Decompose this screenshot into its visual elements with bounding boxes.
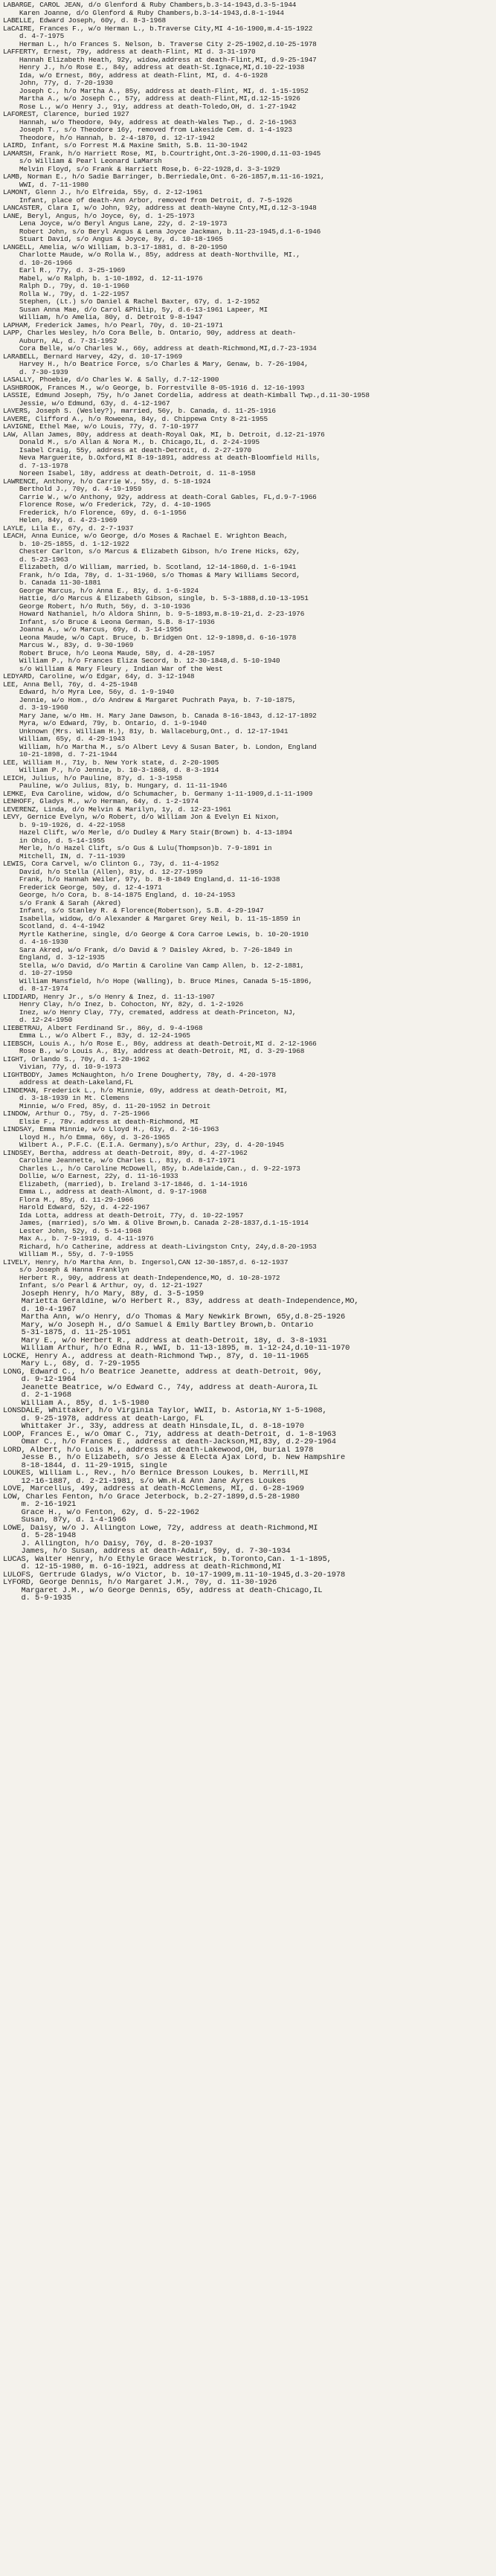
entry-line: s/o William & Mary Fleury , Indian War of the West xyxy=(3,665,223,673)
entry-line: d. 10-26-1966 xyxy=(3,259,73,267)
entry-line: in Ohio, d. 5-14-1955 xyxy=(3,837,105,845)
entry-line: Omar C., h/o Frances E., address at death-Jackson,MI,83y, d.2-29-1964 xyxy=(3,1438,336,1446)
entry-line: Edward, h/o Myra Lee, 56y, d. 1-9-1940 xyxy=(3,689,174,696)
entry-line: LAWRENCE, Anthony, h/o Carrie W., 55y, d. 5-18-1924 xyxy=(3,477,211,486)
entry-line: Mary L., 68y, d. 7-29-1955 xyxy=(3,1360,141,1368)
entry-line: d. 5-23-1963 xyxy=(3,556,68,564)
entry-line: Emma L., address at death-Almont, d. 9-17-1968 xyxy=(3,1188,207,1196)
entry-line: James, (married), s/o Wm. & Olive Brown,b. Canada 2-28-1837,d.1-15-1914 xyxy=(3,1220,309,1227)
entry-line: William Mansfield, h/o Hope (Walling), b. Bruce Mines, Canada 5-15-1896, xyxy=(3,977,313,985)
entry-line: s/o Joseph & Hanna Franklyn xyxy=(3,1266,129,1274)
entry-line: Infant, s/o Stanley R. & Florence(Robertson), S.B. 4-29-1947 xyxy=(3,907,264,915)
entry-line: Jesse B., h/o Elizabeth, s/o Jesse & Electa Ajax Lord, b. New Hampshire xyxy=(3,1454,346,1462)
entry-line: Jennie, w/o Hom., d/o Andrew & Margaret Puchrath Paya, b. 7-10-1875, xyxy=(3,696,297,704)
entry-line: Isabel Craig, 55y, address at death-Detroit, d. 2-27-1970 xyxy=(3,446,252,454)
entry-line: Inez, w/o Henry Clay, 77y, cremated, address at death-Princeton, NJ, xyxy=(3,1008,297,1017)
entry-line: d. 12-24-1950 xyxy=(3,1017,73,1024)
entry-line: LEWIS, Cora Carvel, w/o Clinton G., 73y, d. 11-4-1952 xyxy=(3,860,219,868)
entry-line: LONSDALE, Whittaker, h/o Virginia Taylor, WWII, b. Astoria,NY 1-5-1908, xyxy=(3,1407,327,1415)
entry-line: LAMARSH, Frank, h/o Harriett Rose, MI, b.Courtright,Ont.3-26-1900,d.11-03-1945 xyxy=(3,149,321,158)
entry-line: LAPP, Charles Wesley, h/o Cora Belle, b. Ontario, 90y, address at death- xyxy=(3,329,297,337)
entry-line: Max A., b. 7-9-1919, d. 4-11-1976 xyxy=(3,1235,154,1243)
entry-line: William Arthur, h/o Edna R., WWI, b. 11-13-1895, m. 1-12-24,d.10-11-1970 xyxy=(3,1345,350,1353)
entry-line: LINDEMAN, Frederick L., h/o Minnie, 69y, address at death-Detroit, MI, xyxy=(3,1086,289,1095)
entry-line: s/o William & Pearl Leonard LaMarsh xyxy=(3,158,162,165)
entry-line: b. 9-19-1926, d. 4-22-1958 xyxy=(3,821,126,829)
entry-line: d. 12-15-1980, m. 6-16-1921, address at death-Richmond,MI xyxy=(3,1563,282,1571)
entry-line: Elizabeth, d/o William, married, b. Scotland, 12-14-1860,d. 1-6-1941 xyxy=(3,564,297,571)
entry-line: Jeanette Beatrice, w/o Edward C., 74y, address at death-Aurora,IL xyxy=(3,1383,318,1391)
entry-line: LYFORD, George Dennis, h/o Margaret J.M., 70y, d. 11-30-1926 xyxy=(3,1579,277,1587)
entry-line: Susan, 87y, d. 1-4-1966 xyxy=(3,1516,126,1524)
entry-line: Chester Carlton, s/o Marcus & Elizabeth Gibson, h/o Irene Hicks, 62y, xyxy=(3,548,300,556)
entry-line: William, h/o Martha M., s/o Albert Levy & Susan Bater, b. London, England xyxy=(3,743,317,751)
entry-line: LORD, Albert, h/o Lois M., address at death-Lakewood,OH, burial 1978 xyxy=(3,1446,314,1454)
entry-line: LAMB, Norman E., h/o Sadie Barringer, b.Berriedale,Ont. 6-26-1857,m.11-16-1921, xyxy=(3,173,325,181)
entry-line: LAFOREST, Clarence, buried 1927 xyxy=(3,111,129,118)
entry-line: J. Allington, h/o Daisy, 76y, d. 8-20-1937 xyxy=(3,1539,213,1548)
entry-line: LINDSAY, Emma Minnie, w/o Lloyd H., 61y, d. 2-16-1963 xyxy=(3,1126,219,1133)
entry-line: d. 5-9-1935 xyxy=(3,1594,72,1603)
entry-line: Stella, w/o David, d/o Martin & Caroline Van Camp Allen, b. 12-2-1881, xyxy=(3,962,305,970)
entry-line: LEVERENZ, Linda, d/o Melvin & Marilyn, 1y, d. 12-23-1961 xyxy=(3,805,231,814)
entry-line: Noreen Isabel, 18y, address at death-Detroit, d. 11-8-1958 xyxy=(3,470,256,477)
entry-line: Herbert R., 90y, address at death-Independence,MO, d. 10-28-1972 xyxy=(3,1274,280,1282)
entry-line: Herman L., h/o Frances S. Nelson, b. Traverse City 2-25-1902,d.10-25-1978 xyxy=(3,40,317,48)
entry-line: Elsie F., 78v. address at death-Richmond, MI xyxy=(3,1118,199,1126)
entry-line: LASHBROOK, Frances M., w/o George, b. Forrestville 8-05-1916 d. 12-16-1993 xyxy=(3,384,305,392)
entry-line: Charles L., h/o Caroline McDowell, 85y, b.Adelaide,Can., d. 9-22-1973 xyxy=(3,1165,300,1173)
entry-line: d. 7-13-1978 xyxy=(3,462,68,470)
entry-line: Hattie, d/o Marcus & Elizabeth Gibson, single, b. 5-3-1888,d.10-13-1951 xyxy=(3,595,309,602)
entry-line: Rolla W., 79y, d. 1-22-1957 xyxy=(3,290,129,298)
entry-line: LOOP, Frances E., w/o Omar C., 71y, address at death-Detroit, d. 1-8-1963 xyxy=(3,1430,336,1438)
entry-line: Robert John, s/o Beryl Angus & Lena Joyce Jackman, b.11-23-1945,d.1-6-1946 xyxy=(3,228,321,236)
entry-line: Caroline Jeannette, w/o Charles L., 81y, d. 8-17-1971 xyxy=(3,1157,236,1165)
entry-line: 5-31-1875, d. 11-25-1951 xyxy=(3,1329,131,1337)
entry-line: Joseph Henry, h/o Mary, 88y, d. 3-5-1959 xyxy=(3,1289,204,1298)
entry-line: Stuart David, s/o Angus & Joyce, 8y, d. 10-18-1965 xyxy=(3,236,223,243)
entry-line: George, h/o Cora, b. 8-14-1875 England, d. 10-24-1953 xyxy=(3,892,236,899)
entry-line: LIDDIARD, Henry Jr., s/o Henry & Inez, d. 11-13-1907 xyxy=(3,993,215,1001)
entry-line: Infant, s/o Bruce & Leona German, S.B. 8-17-1936 xyxy=(3,618,215,626)
entry-line: s/o Frank & Sarah (Akred) xyxy=(3,899,121,907)
entry-line: LOVE, Marcellus, 49y, address at death-McClemens, MI, d. 6-28-1969 xyxy=(3,1485,304,1493)
entry-line: d. 7-30-1939 xyxy=(3,368,68,376)
entry-line: Whittaker Jr., 33y, address at death Hinsdale,IL, d. 8-18-1970 xyxy=(3,1423,304,1431)
entry-line: d. 10-4-1967 xyxy=(3,1305,77,1313)
entry-line: WWI, d. 7-11-1980 xyxy=(3,181,88,189)
entry-line: Harvey H., h/o Beatrice Force, s/o Charles & Mary, Genaw, b. 7-26-1904, xyxy=(3,361,309,368)
entry-line: Rose L., w/o Henry J., 91y, address at death-Toledo,OH, d. 1-27-1942 xyxy=(3,103,297,111)
entry-line: LIEBSCH, Louis A., h/o Rose E., 86y, address at death-Detroit,MI d. 2-12-1966 xyxy=(3,1040,317,1048)
entry-line: LENHOFF, Gladys M., w/o Herman, 64y, d. 1-2-1974 xyxy=(3,798,199,805)
entry-line: Hannah, w/o Theodore, 94y, address at death-Wales Twp., d. 2-16-1963 xyxy=(3,118,297,126)
entry-line: Leona Maude, w/o Capt. Bruce, b. Bridgen Ont. 12-9-1898,d. 6-16-1978 xyxy=(3,634,297,642)
entry-line: d. 4-7-1975 xyxy=(3,33,65,40)
entry-line: d. 10-27-1950 xyxy=(3,970,73,977)
entry-line: d. 2-1-1968 xyxy=(3,1391,72,1400)
entry-line: Henry J., h/o Rose E., 84y, address at death-St.Ignace,MI,d.10-22-1938 xyxy=(3,64,305,71)
entry-line: d. 8-17-1974 xyxy=(3,985,68,993)
entry-line: Henry Clay, h/o Inez, b. Cohocton, NY, 82y, d. 1-2-1926 xyxy=(3,1001,244,1008)
entry-line: LAFFERTY, Ernest, 79y, address at death-Flint, MI d. 3-31-1970 xyxy=(3,48,256,56)
entry-line: Mary E., w/o Herbert R., address at death-Detroit, 18y, d. 3-8-1931 xyxy=(3,1336,327,1345)
entry-line: LARABELL, Bernard Harvey, 42y, d. 10-17-1969 xyxy=(3,352,182,361)
entry-line: LASALLY, Phoebie, d/o Charles W. & Sally, d.7-12-1900 xyxy=(3,376,219,384)
entry-line: LULOFS, Gertrude Gladys, w/o Victor, b. 10-17-1909,m.11-10-1945,d.3-20-1978 xyxy=(3,1571,346,1579)
entry-line: Grace H., w/o Fenton, 62y, d. 5-22-1962 xyxy=(3,1508,199,1516)
entry-line: Melvin Floyd, s/o Frank & Harriett Rose,b. 6-22-1928,d. 3-3-1929 xyxy=(3,165,280,173)
entry-line: Ida Lotta, address at death-Detroit, 77y, d. 10-22-1957 xyxy=(3,1211,244,1220)
entry-line: Sara Akred, w/o Frank, d/o David & ? Daisley Akred, b. 7-26-1849 in xyxy=(3,946,292,954)
entry-line: d. 4-16-1930 xyxy=(3,938,68,946)
entry-line: Scotland, d. 4-4-1942 xyxy=(3,923,105,930)
entry-line: Susan Anna Mae, d/o Carol &Philip, 5y, d.6-13-1961 Lapeer, MI xyxy=(3,306,268,314)
entry-line: Lester John, 52y, d. 5-14-1968 xyxy=(3,1227,142,1235)
entry-line: Marcus W., 83y, d. 9-30-1969 xyxy=(3,642,134,649)
entry-line: Hazel Clift, w/o Merle, d/o Dudley & Mary Stair(Brown) b. 4-13-1894 xyxy=(3,829,292,837)
entry-line: LABARGE, CAROL JEAN, d/o Glenford & Ruby Chambers,b.3-14-1943,d.3-5-1944 xyxy=(3,1,297,9)
entry-line: LUCAS, Walter Henry, h/o Ethyle Grace Westrick, b.Toronto,Can. 1-1-1895, xyxy=(3,1555,332,1563)
entry-line: LEACH, Anna Eunice, w/o George, d/o Moses & Rachael E. Wrighton Beach, xyxy=(3,532,289,540)
entry-line: m. 2-16-1921 xyxy=(3,1501,77,1509)
entry-line: LABELLE, Edward Joseph, 60y, d. 8-3-1968 xyxy=(3,17,167,25)
entry-line: William A., 85y, d. 1-5-1980 xyxy=(3,1399,149,1407)
entry-line: LEMKE, Eva Caroline, widow, d/o Schumacher, b. Germany 1-11-1909,d.1-11-1909 xyxy=(3,790,313,798)
entry-line: LAW, Allan James, 80y, address at death-Royal Oak, MI, b. Detroit, d.12-21-1976 xyxy=(3,431,325,439)
entry-line: Auburn, AL, d. 7-31-1952 xyxy=(3,337,117,345)
entry-line: Marietta Geraldine, w/o Herbert R., 83y, address at death-Independence,MO, xyxy=(3,1298,359,1306)
entry-line: Pauline, w/o Julius, 81y, b. Hungary, d. 11-11-1946 xyxy=(3,782,228,790)
entry-line: Frederick, h/o Florence, 69y, d. 6-1-1956 xyxy=(3,509,187,517)
burial-entries-list xyxy=(3,1,489,1603)
entry-line: LANCASTER, Clara I, w/o John, 92y, address at death-Wayne Cnty,MI,d.12-3-1948 xyxy=(3,205,317,212)
entry-line: George Robert, h/o Ruth, 56y, d. 3-10-1936 xyxy=(3,602,190,611)
entry-line: LAVERE, Clifford A., h/o Roweena, 84y, d. Chippewa Cnty 8-21-1955 xyxy=(3,415,268,423)
entry-line: Hannah Elizabeth Heath, 92y, widow,address at death-Flint,MI, d.9-25-1947 xyxy=(3,56,317,64)
entry-line: LINDOW, Arthur O., 75y, d. 7-25-1966 xyxy=(3,1110,150,1118)
entry-line: Vivian, 77y, d. 10-9-1973 xyxy=(3,1063,121,1071)
entry-line: LINDSEY, Bertha, address at death-Detroit, 89y, d. 4-27-1962 xyxy=(3,1149,248,1157)
entry-line: LIVELY, Henry, h/o Martha Ann, b. Ingersol,CAN 12-30-1857,d. 6-12-1937 xyxy=(3,1258,289,1266)
entry-line: Jessie, w/o Edmund, 63y, d. 4-12-1967 xyxy=(3,399,170,408)
entry-line: England, d. 3-12-1935 xyxy=(3,954,105,962)
entry-line: Helen, 84y, d. 4-23-1969 xyxy=(3,517,117,524)
entry-line: d. 9-12-1964 xyxy=(3,1376,77,1384)
entry-line: Joanna A., w/o Marcus, 69y, d. 3-14-1956 xyxy=(3,626,182,634)
entry-line: Robert Bruce, h/o Leona Maude, 58y, d. 4-28-1957 xyxy=(3,649,215,657)
entry-line: Donald M., s/o Allan & Nora M., b. Chicago,IL, d. 2-24-1995 xyxy=(3,439,260,446)
entry-line: Emma L., w/o Albert F., 83y, d. 12-24-1965 xyxy=(3,1032,190,1040)
entry-line: Martha Ann, w/o Henry, d/o Thomas & Mary Newkirk Brown, 65y,d.8-25-1926 xyxy=(3,1313,346,1321)
entry-line: LAIRD, Infant, s/o Forrest M.& Maxine Smith, S.B. 11-30-1942 xyxy=(3,142,248,149)
entry-line: Minnie, w/o Fred, 85y, d. 11-20-1952 in Detroit xyxy=(3,1102,211,1110)
entry-line: Mary Jane, w/o Hm. H. Mary Jane Dawson, b. Canada 8-16-1843, d.12-17-1892 xyxy=(3,712,317,720)
entry-line: William, h/o Amelia, 80y, d. Detroit 9-8-1947 xyxy=(3,314,203,321)
entry-line: Mabel, w/o Ralph, b. 1-10-1892, d. 12-11-1976 xyxy=(3,274,203,283)
entry-line: Ralph D., 79y, d. 10-1-1960 xyxy=(3,283,129,290)
entry-line: b. 10-25-1855, d. 1-12-1922 xyxy=(3,540,129,548)
entry-line: Elizabeth, (married), b. Ireland 3-17-1846, d. 1-14-1916 xyxy=(3,1180,248,1188)
entry-line: Mitchell, IN, d. 7-11-1939 xyxy=(3,852,126,860)
entry-line: Infant, s/o Pearl & Arthur, oy, d. 12-21-1927 xyxy=(3,1282,203,1289)
entry-line: Merle, h/o Hazel Clift, s/o Gus & Lulu(Thompson)b. 7-9-1891 in xyxy=(3,845,272,852)
entry-line: William, 65y, d. 4-29-1943 xyxy=(3,735,126,743)
entry-line: Frank, h/o Hannah Weiler, 97y, b. 8-8-1849 England,d. 11-16-1938 xyxy=(3,876,280,883)
entry-line: Dollie, w/o Earnest, 22y, d. 11-16-1933 xyxy=(3,1173,178,1180)
entry-line: David, h/o Stella (Allen), 81y, d. 12-27-1959 xyxy=(3,868,203,876)
entry-line: Karen Joanne, d/o Glenford & Ruby Chambers,b.3-14-1943,d.8-1-1944 xyxy=(3,9,284,17)
entry-line: Lena Joyce, w/o Beryl Angus Lane, 22y, d. 2-19-1973 xyxy=(3,220,228,228)
entry-line: Richard, h/o Catherine, address at death-Livingston Cnty, 24y,d.8-20-1953 xyxy=(3,1243,317,1251)
entry-line: William M., 55y, d. 7-9-1955 xyxy=(3,1251,134,1258)
entry-line: Rose B., w/o Louis A., 81y, address at death-Detroit, MI, d. 3-29-1968 xyxy=(3,1048,305,1055)
entry-line: 10-21-1898, d. 7-21-1944 xyxy=(3,751,117,759)
entry-line: James, h/o Susan, address at death-Adair, 59y, d. 7-30-1934 xyxy=(3,1548,291,1556)
entry-line: Neva Marguerite, b.Oxford,MI 8-19-1891, address at death-Bloomfield Hills, xyxy=(3,454,321,462)
entry-line: Isabella, widow, d/o Alexander & Margaret Grey Neil, b. 11-15-1859 in xyxy=(3,915,300,923)
entry-line: Wilbert A., P.F.C. (E.I.A. Germany),s/o Arthur, 23y, d. 4-20-1945 xyxy=(3,1142,284,1149)
entry-line: d. 3-18-1939 in Mt. Clemens xyxy=(3,1095,129,1102)
entry-line: Flora M., 85y, d. 11-29-1966 xyxy=(3,1196,134,1204)
entry-line: Howard Nathaniel, h/o Aldora Shinn, b. 9-5-1893,m.8-19-21,d. 2-23-1976 xyxy=(3,611,305,618)
entry-line: LEE, William H., 71y, b. New York state, d. 2-20-1905 xyxy=(3,759,219,767)
entry-line: d. 3-19-1960 xyxy=(3,704,68,712)
entry-line: LIEBETRAU, Albert Ferdinand Sr., 86y, d. 9-4-1968 xyxy=(3,1024,203,1032)
entry-line: LEICH, Julius, h/o Pauline, 87y, d. 1-3-1958 xyxy=(3,774,182,782)
entry-line: Infant, place of death-Ann Arbor, removed from Detroit, d. 7-5-1926 xyxy=(3,196,292,205)
entry-line: William P., h/o Frances Eliza Secord, b. 12-30-1848,d. 5-10-1940 xyxy=(3,657,280,665)
entry-line: LAVERS, Joseph S. (Wesley?), married, 56y, b. Canada, d. 11-25-1916 xyxy=(3,408,276,415)
entry-line: LIGHTBODY, James McNaughton, h/o Irene Dougherty, 78y, d. 4-20-1978 xyxy=(3,1071,276,1079)
entry-line: Charlotte Maude, w/o Rolla W., 85y, address at death-Northville, MI., xyxy=(3,251,300,259)
entry-line: LaCAIRE, Frances F., w/o Herman L., b.Traverse City,MI 4-16-1900,m.4-15-1922 xyxy=(3,25,313,33)
entry-line: LOUKES, William L., Rev., h/o Bernice Bresson Loukes, b. Merrill,MI xyxy=(3,1469,309,1478)
entry-line: Martha A., w/o Joseph C., 57y, address at death-Flint,MI,d.12-15-1926 xyxy=(3,95,300,103)
entry-line: LEE, Anna Bell, 76y, d. 4-25-1948 xyxy=(3,680,138,689)
entry-line: Florence Rose, w/o Frederick, 72y, d. 4-10-1965 xyxy=(3,501,211,509)
entry-line: Cora Belle, w/o Charles W., 66y, address at death-Richmond,MI,d.7-23-1934 xyxy=(3,345,317,352)
entry-line: Myrtle Katherine, single, d/o George & Cora Carroe Lewis, b. 10-20-1910 xyxy=(3,930,309,938)
entry-line: LAVIGNE, Ethel Mae, w/o Louis, 77y, d. 7-10-1977 xyxy=(3,423,199,431)
entry-line: Ida, w/o Ernest, 86y, address at death-Flint, MI, d. 4-6-1928 xyxy=(3,71,268,80)
entry-line: LANGELL, Amelia, w/o William, b.3-17-1881, d. 8-20-1950 xyxy=(3,243,228,251)
entry-line: Berthold J., 70y, d. 4-19-1959 xyxy=(3,486,142,493)
entry-line: LIGHT, Orlando S., 70y, d. 1-20-1962 xyxy=(3,1055,150,1063)
entry-line: Joseph C., h/o Martha A., 85y, address at death-Flint, MI, d. 1-15-1952 xyxy=(3,87,309,95)
entry-line: Theodore, h/o Hannah, b. 2-4-1870, d. 12-17-1942 xyxy=(3,134,215,142)
entry-line: LEVY, Gernice Evelyn, w/o Robert, d/o William Jon & Evelyn Ei Nixon, xyxy=(3,814,280,821)
entry-line: LASSIE, Edmund Joseph, 75y, h/o Janet Cordelia, address at death-Kimball Twp.,d.11-30-1958 xyxy=(3,392,370,399)
entry-line: LOWE, Daisy, w/o J. Allington Lowe, 72y, address at death-Richmond,MI xyxy=(3,1524,318,1532)
entry-line: d. 9-25-1978, address at death-Largo, FL xyxy=(3,1414,204,1423)
entry-line: Harold Edward, 52y, d. 4-22-1967 xyxy=(3,1204,150,1211)
entry-line: LANE, Beryl, Angus, h/o Joyce, 6y, d. 1-25-1973 xyxy=(3,212,195,220)
entry-line: LEDYARD, Caroline, w/o Edgar, 64y, d. 3-12-1948 xyxy=(3,673,195,680)
entry-line: George Marcus, h/o Anna E., 81y, d. 1-6-1924 xyxy=(3,587,199,595)
entry-line: b. Canada 11-30-1881 xyxy=(3,579,101,587)
entry-line: William P., h/o Jennie, b. 10-3-1868, d. 8-3-1914 xyxy=(3,767,219,774)
entry-line: Margaret J.M., w/o George Dennis, 65y, address at death-Chicago,IL xyxy=(3,1586,323,1594)
entry-line: Earl R., 77y, d. 3-25-1969 xyxy=(3,267,126,274)
entry-line: Unknown (Mrs. William H.), 81y, b. Wallaceburg,Ont., d. 12-17-1941 xyxy=(3,727,289,735)
entry-line: Frank, h/o Ida, 78y, d. 1-31-1960, s/o Thomas & Mary Williams Secord, xyxy=(3,571,300,579)
entry-line: Myra, w/o Edward, 79y, b. Ontario, d. 1-9-1940 xyxy=(3,720,207,727)
entry-line: Stephen, (Lt.) s/o Daniel & Rachel Baxter, 67y, d. 1-2-1952 xyxy=(3,298,260,306)
entry-line: d. 5-28-1948 xyxy=(3,1532,77,1540)
entry-line: John, 77y, d. 7-20-1930 xyxy=(3,80,113,87)
entry-line: Lloyd H., h/o Emma, 66y, d. 3-26-1965 xyxy=(3,1133,170,1142)
entry-line: address at death-Lakeland,FL xyxy=(3,1079,134,1086)
entry-line: 8-18-1844, d. 11-29-1915, single xyxy=(3,1461,167,1469)
entry-line: LAYLE, Lila E., 67y, d. 2-7-1937 xyxy=(3,524,134,532)
entry-line: LAMONT, Glenn J., h/o Elfreida, 55y, d. 2-12-1961 xyxy=(3,189,203,196)
entry-line: Carrie W., w/o Anthony, 92y, address at death-Coral Gables, FL,d.9-7-1966 xyxy=(3,493,317,501)
entry-line: Joseph T., s/o Theodore 16y, removed from Lakeside Cem. d. 1-4-1923 xyxy=(3,126,292,134)
entry-line: 12-16-1887, d. 2-21-1981, s/o Wm.H.& Ann Jane Ayres Loukes xyxy=(3,1477,286,1485)
entry-line: LONG, Edward C., h/o Beatrice Jeanette, address at death-Detroit, 96y, xyxy=(3,1368,323,1376)
entry-line: LOCKE, Henry A., address at death-Richmond Twp., 87y, d. 10-11-1965 xyxy=(3,1352,309,1360)
entry-line: Frederick George, 50y, d. 12-4-1971 xyxy=(3,883,162,892)
entry-line: LAPHAM, Frederick James, h/o Pearl, 70y, d. 10-21-1971 xyxy=(3,321,223,329)
entry-line: Mary, w/o Joseph H., d/o Samuel & Emily Bartley Brown,b. Ontario xyxy=(3,1321,314,1329)
entry-line: LOW, Charles Fenton, h/o Grace Jeterbock, b.2-27-1899,d.5-28-1980 xyxy=(3,1493,300,1501)
